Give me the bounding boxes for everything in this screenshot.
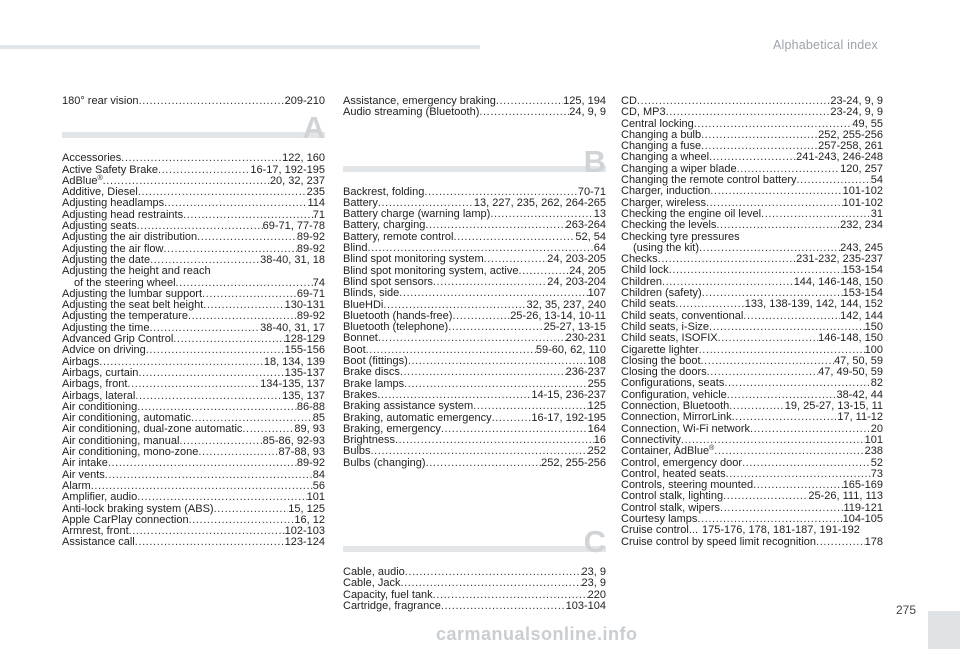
entry-term-text: Bulbs (changing) xyxy=(343,456,426,469)
spacer xyxy=(343,469,606,521)
entry-term-text: Accessories xyxy=(62,152,122,165)
entry-term-text: Anti-lock braking system (ABS) xyxy=(62,502,214,515)
entry-pages: 155-156 xyxy=(284,344,325,357)
entry-pages: 100 xyxy=(864,343,883,356)
entry-pages: 125, 194 xyxy=(563,95,606,107)
header-rule xyxy=(0,45,480,49)
entry-term-text: Brightness xyxy=(343,434,395,447)
dot-leader xyxy=(146,345,285,356)
entry-pages: 236-237 xyxy=(565,366,606,379)
dot-leader xyxy=(453,232,575,243)
entry-pages: 24, 9, 9 xyxy=(569,106,606,119)
entry-term-text: Adjusting the air distribution xyxy=(62,231,198,244)
index-entry xyxy=(62,537,325,548)
entry-pages: 89-92 xyxy=(296,457,325,470)
entry-term-text: Child seats xyxy=(621,298,676,311)
dot-leader xyxy=(400,367,566,378)
entry-term-text: Blind spot monitoring system xyxy=(343,253,484,266)
dot-leader xyxy=(158,165,250,176)
entry-term-text: Child lock xyxy=(621,264,669,277)
entry-pages: 230-231 xyxy=(565,332,606,345)
entry-pages: 89-92 xyxy=(296,242,325,255)
entry-term-text: Child seats, i-Size xyxy=(621,320,710,333)
entry-term-text: Brakes xyxy=(343,388,378,401)
entry-pages: 133, 138-139, 142, 144, 152 xyxy=(744,298,883,311)
entry-pages: 20, 32, 237 xyxy=(269,174,325,187)
entry-pages: 52, 54 xyxy=(575,230,606,243)
entry-term-text: Airbags, curtain xyxy=(62,366,139,379)
entry-pages: 150 xyxy=(864,320,883,333)
dot-leader xyxy=(135,537,285,548)
entry-pages: 87-88, 93 xyxy=(278,446,325,459)
entry-pages: 56 xyxy=(312,479,325,492)
entry-pages: 20 xyxy=(870,422,883,435)
entry-term-text: Advanced Grip Control xyxy=(62,333,174,346)
section-rule xyxy=(62,132,325,138)
entry-term-text: Changing a bulb xyxy=(621,128,702,141)
entry-pages: 122, 160 xyxy=(282,152,325,165)
page-header-title: Alphabetical index xyxy=(772,38,878,52)
entry-pages: 128-129 xyxy=(284,333,325,346)
dot-leader xyxy=(202,289,297,300)
index-column-1 xyxy=(62,96,325,549)
entry-term-text: Control stalk, wipers xyxy=(621,501,721,514)
entry-term-text: Air conditioning, dual-zone automatic xyxy=(62,423,243,436)
entry-term-text: Cruise control by speed limit recognition xyxy=(621,535,817,548)
entry-term-text: Assistance, emergency braking xyxy=(343,95,496,107)
entry-term-text: Child seats, conventional xyxy=(621,309,744,322)
entry-term-text: 180° rear vision xyxy=(62,95,139,107)
entry-term-text: Blind xyxy=(343,242,368,255)
dot-leader xyxy=(214,504,289,515)
entry-pages: 25-27, 13-15 xyxy=(543,321,606,334)
entry-term-text: Changing the remote control battery xyxy=(621,174,797,187)
dot-leader xyxy=(433,590,588,601)
entry-term-text: Adjusting the time xyxy=(62,321,150,334)
entry-pages: 73 xyxy=(870,467,883,480)
entry-term-text: Cable, Jack xyxy=(343,577,401,590)
entry-term-text: Adjusting the lumbar support xyxy=(62,287,203,300)
entry-pages: 69-71 xyxy=(296,287,325,300)
entry-term-text: Battery, charging xyxy=(343,219,426,232)
dot-leader xyxy=(395,435,594,446)
entry-term-text: Connection, Bluetooth xyxy=(621,400,730,413)
entry-term xyxy=(343,601,441,612)
entry-term-text: CD xyxy=(621,95,637,107)
entry-term xyxy=(343,107,479,118)
entry-term-text: Closing the boot xyxy=(621,354,701,367)
entry-term-text: Airbags, front xyxy=(62,378,128,391)
entry-pages: 231-232, 235-237 xyxy=(796,253,883,266)
entry-pages: 153-154 xyxy=(842,264,883,277)
entry-term-text: Adjusting the height and reach xyxy=(62,265,211,278)
page-number: 275 xyxy=(895,603,916,617)
entry-term-text: Active Safety Brake xyxy=(62,163,158,176)
entry-pages: 47, 49-50, 59 xyxy=(818,366,883,379)
entry-term-text: Air conditioning, automatic xyxy=(62,412,192,425)
entry-pages: 108 xyxy=(587,355,606,368)
entry-term-text: CD, MP3 xyxy=(621,106,666,119)
section-letter: A xyxy=(302,110,325,146)
entry-term xyxy=(62,96,139,107)
entry-term-text: Connectivity xyxy=(621,433,681,446)
entry-term-text: Air conditioning, mono-zone xyxy=(62,446,199,459)
entry-pages: 23, 9 xyxy=(581,566,606,579)
index-entry xyxy=(343,458,606,469)
entry-pages: 235 xyxy=(306,186,325,199)
entry-pages: 16-17, 192-195 xyxy=(531,411,606,424)
dot-leader xyxy=(197,232,297,243)
entry-pages: 85 xyxy=(312,412,325,425)
entry-pages: 19, 25-27, 13-15, 11 xyxy=(784,400,883,413)
index-column-2 xyxy=(343,96,606,612)
entry-term-text: Checking tyre pressures xyxy=(621,230,740,243)
entry-pages: 24, 205 xyxy=(569,264,606,277)
dot-leader xyxy=(701,356,835,367)
entry-term-text: Bluetooth (telephone) xyxy=(343,321,449,334)
dot-leader xyxy=(720,503,843,514)
dot-leader xyxy=(129,526,285,537)
dot-leader xyxy=(135,391,282,402)
entry-pages: 32, 35, 237, 240 xyxy=(526,298,606,311)
dot-leader xyxy=(108,458,297,469)
entry-term-text: Configuration, vehicle xyxy=(621,388,727,401)
entry-pages: 252 xyxy=(587,445,606,458)
entry-pages: 59-60, 62, 110 xyxy=(535,343,606,356)
section-header-a xyxy=(62,107,325,153)
index-entry xyxy=(343,107,606,118)
entry-pages: 38-42, 44 xyxy=(836,388,883,401)
entry-pages: 23-24, 9, 9 xyxy=(830,95,883,107)
entry-pages: 17, 11-12 xyxy=(837,411,883,424)
entry-term-text: Air conditioning xyxy=(62,400,138,413)
entry-term-text: Connection, Wi-Fi network xyxy=(621,422,750,435)
section-letter: B xyxy=(583,143,606,179)
entry-pages: 101-102 xyxy=(842,196,883,209)
dot-leader xyxy=(496,96,563,107)
entry-term-text: Charger, wireless xyxy=(621,196,706,209)
entry-term-text: Adjusting the date xyxy=(62,253,151,266)
dot-leader xyxy=(710,186,842,197)
entry-term-text: Airbags xyxy=(62,355,100,368)
index-entry xyxy=(343,232,606,243)
entry-term-text: Container, AdBlue xyxy=(621,445,710,458)
entry-term-text: Cable, audio xyxy=(343,566,405,579)
entry-term-text: Advice on driving xyxy=(62,344,146,357)
entry-pages: 241-243, 246-248 xyxy=(796,151,883,164)
dot-leader xyxy=(405,567,582,578)
entry-term-text: Bonnet xyxy=(343,332,378,345)
dot-leader xyxy=(173,334,284,345)
entry-pages: 101 xyxy=(864,433,883,446)
entry-term-text: Cruise control... xyxy=(621,524,699,537)
entry-pages: 257-258, 261 xyxy=(818,140,883,153)
entry-pages: 102-103 xyxy=(284,525,325,538)
entry-term-text: Air intake xyxy=(62,457,108,470)
entry-term xyxy=(343,458,426,469)
entry-pages: 82 xyxy=(870,377,883,390)
entry-pages: 178 xyxy=(864,535,883,548)
entry-term-text: Bluetooth (hands-free) xyxy=(343,309,453,322)
entry-term-text: Configurations, seats xyxy=(621,377,725,390)
entry-term-text: Changing a wheel xyxy=(621,151,710,164)
entry-pages: 107 xyxy=(587,287,606,300)
entry-pages: 144, 146-148, 150 xyxy=(793,275,883,288)
entry-term-text: Audio streaming (Bluetooth) xyxy=(343,106,480,119)
entry-pages: 24, 203-205 xyxy=(547,253,606,266)
spacer xyxy=(343,119,606,141)
entry-term-text: Braking, automatic emergency xyxy=(343,411,492,424)
entry-term-text: Checking the engine oil level xyxy=(621,207,762,220)
dot-leader xyxy=(408,356,588,367)
dot-leader xyxy=(105,470,313,481)
entry-pages: 123-124 xyxy=(284,536,325,549)
entry-pages: 31 xyxy=(870,207,883,220)
entry-term-text: Adjusting head restraints xyxy=(62,208,184,221)
entry-term-text: Control, emergency door xyxy=(621,456,743,469)
entry-term-text: Additive, Diesel xyxy=(62,186,138,199)
entry-term-text: Capacity, fuel tank xyxy=(343,588,433,601)
entry-term-text: Airbags, lateral xyxy=(62,389,136,402)
dot-leader xyxy=(729,401,784,412)
entry-term-text: Bulbs xyxy=(343,445,371,458)
dot-leader xyxy=(426,458,542,469)
entry-term-text: (using the kit) xyxy=(633,241,700,254)
entry-term-text: Armrest, front xyxy=(62,525,129,538)
section-header-b xyxy=(343,141,606,187)
entry-pages: 52 xyxy=(870,456,883,469)
entry-term-text: Adjusting the air flow xyxy=(62,242,164,255)
entry-pages: 49, 55 xyxy=(852,117,883,130)
entry-pages: 23, 9 xyxy=(581,577,606,590)
entry-pages: 89-92 xyxy=(296,231,325,244)
entry-pages: 220 xyxy=(587,588,606,601)
dot-leader xyxy=(189,515,295,526)
entry-term-text: of the steering wheel xyxy=(74,276,176,289)
entry-term-text: Assistance call xyxy=(62,536,135,549)
entry-term-text: Brake discs xyxy=(343,366,400,379)
section-rule xyxy=(343,166,606,172)
entry-term-text: Control, heated seats xyxy=(621,467,726,480)
entry-term-text: Closing the doors xyxy=(621,366,707,379)
entry-term-text: Blind spot sensors xyxy=(343,275,433,288)
entry-term-text: Braking assistance system xyxy=(343,400,474,413)
entry-pages: 134-135, 137 xyxy=(260,378,325,391)
entry-term-text: Boot (fittings) xyxy=(343,355,408,368)
dot-leader xyxy=(637,96,831,107)
entry-pages: 135, 137 xyxy=(282,389,325,402)
entry-term-text: Brake lamps xyxy=(343,377,405,390)
page-tab-marker xyxy=(928,611,960,649)
entry-pages: 142, 144 xyxy=(840,309,883,322)
dot-leader xyxy=(742,458,871,469)
entry-term-text: Control stalk, lighting xyxy=(621,490,724,503)
entry-pages: 130-131 xyxy=(284,299,325,312)
entry-term-text: Central locking xyxy=(621,117,694,130)
index-entry xyxy=(62,470,325,481)
entry-pages: 74 xyxy=(312,276,325,289)
entry-pages: 135-137 xyxy=(284,366,325,379)
entry-term xyxy=(621,537,816,548)
entry-term-text: Adjusting the temperature xyxy=(62,310,188,323)
entry-pages: 125 xyxy=(587,400,606,413)
entry-pages: 165-169 xyxy=(842,479,883,492)
entry-pages: 71 xyxy=(312,208,325,221)
entry-pages: 70-71 xyxy=(577,185,606,198)
entry-pages: 146-148, 150 xyxy=(818,332,883,345)
entry-pages: 14-15, 236-237 xyxy=(531,388,606,401)
dot-leader xyxy=(441,601,566,612)
dot-leader xyxy=(701,130,818,141)
dot-leader xyxy=(816,537,865,548)
dot-leader xyxy=(718,333,819,344)
entry-pages: 104-105 xyxy=(842,512,883,525)
entry-term-text: Air conditioning, manual xyxy=(62,434,180,447)
entry-pages: 15, 125 xyxy=(288,502,325,515)
entry-term-text: Children xyxy=(621,275,662,288)
entry-pages: 25-26, 13-14, 10-11 xyxy=(510,309,606,322)
entry-pages: 16-17, 192-195 xyxy=(250,163,325,176)
section-rule xyxy=(343,546,606,552)
entry-pages: 13, 227, 235, 262, 264-265 xyxy=(473,196,606,209)
entry-term-text: Backrest, folding xyxy=(343,185,425,198)
entry-pages: 232, 234 xyxy=(840,219,883,232)
entry-term-text: Connection, MirrorLink xyxy=(621,411,732,424)
entry-pages: 252, 255-256 xyxy=(541,456,606,469)
dot-leader xyxy=(164,198,307,209)
entry-pages: 38-40, 31, 17 xyxy=(260,321,325,334)
dot-leader xyxy=(139,96,285,107)
entry-pages: 23-24, 9, 9 xyxy=(830,106,883,119)
entry-pages: 103-104 xyxy=(565,599,606,612)
entry-term-text: Battery xyxy=(343,196,378,209)
index-entry xyxy=(62,96,325,107)
entry-pages: 209-210 xyxy=(284,95,325,107)
entry-pages: 18, 134, 139 xyxy=(263,355,325,368)
dot-leader xyxy=(492,413,532,424)
dot-leader xyxy=(723,491,808,502)
entry-pages: 89-92 xyxy=(296,310,325,323)
entry-term-text: Amplifier, audio xyxy=(62,491,138,504)
entry-term-text: Child seats, ISOFIX xyxy=(621,332,718,345)
entry-pages: 86-88 xyxy=(296,400,325,413)
entry-term-text: Cigarette lighter xyxy=(621,343,699,356)
watermark: carmanualsonline.info xyxy=(436,624,638,644)
index-entry xyxy=(343,435,606,446)
entry-pages: 24, 203-204 xyxy=(547,275,606,288)
entry-term-text: BlueHDi xyxy=(343,298,384,311)
entry-term-text: AdBlue xyxy=(62,174,98,187)
entry-pages: 101-102 xyxy=(842,185,883,198)
entry-term-text: Courtesy lamps xyxy=(621,512,698,525)
entry-pages: 25-26, 111, 113 xyxy=(808,490,883,503)
entry-term-text: Changing a fuse xyxy=(621,140,702,153)
entry-term-text: Blinds, side xyxy=(343,287,400,300)
entry-pages: 252, 255-256 xyxy=(818,128,883,141)
entry-term-text: Children (safety) xyxy=(621,287,702,300)
entry-pages: 69-71, 77-78 xyxy=(262,220,325,233)
entry-pages: 85-86, 92-93 xyxy=(262,434,325,447)
entry-term-text: Changing a wiper blade xyxy=(621,162,737,175)
entry-term-text: Air vents xyxy=(62,468,105,481)
dot-leader xyxy=(399,288,587,299)
entry-pages: 120, 257 xyxy=(840,162,883,175)
entry-pages: 243, 245 xyxy=(840,241,883,254)
registered-mark: ® xyxy=(709,445,715,453)
index-entry xyxy=(343,601,606,612)
entry-term-text: Checks xyxy=(621,253,658,266)
entry-pages: 89, 93 xyxy=(294,423,325,436)
dot-leader xyxy=(127,379,260,390)
entry-term-text: Blind spot monitoring system, active xyxy=(343,264,519,277)
dot-leader xyxy=(448,322,543,333)
index-entry xyxy=(621,537,883,548)
entry-term-text: Adjusting the seat belt height xyxy=(62,299,204,312)
entry-pages: 13 xyxy=(593,208,606,221)
entry-term-text: Checking the levels xyxy=(621,219,717,232)
index-entry xyxy=(62,345,325,356)
section-letter: C xyxy=(583,524,606,560)
entry-pages: 114 xyxy=(307,197,325,210)
entry-pages: 84 xyxy=(312,468,325,481)
entry-pages: 47, 50, 59 xyxy=(834,354,883,367)
entry-term-text: Braking, emergency xyxy=(343,422,441,435)
entry-pages: 16, 12 xyxy=(294,513,325,526)
entry-pages: 238 xyxy=(864,445,883,458)
dot-leader xyxy=(452,311,510,322)
dot-leader xyxy=(203,300,284,311)
entry-term-text: Battery, remote control xyxy=(343,230,454,243)
entry-pages: 263-264 xyxy=(565,219,606,232)
entry-term xyxy=(62,537,135,548)
section-header-c xyxy=(343,521,606,567)
entry-pages: 119-121 xyxy=(843,501,883,514)
entry-pages: 54 xyxy=(870,174,883,187)
entry-term-text: Battery charge (warning lamp) xyxy=(343,208,491,221)
entry-term-text: Adjusting seats xyxy=(62,220,137,233)
registered-mark: ® xyxy=(97,174,103,182)
dot-leader xyxy=(743,311,840,322)
entry-term-text: Apple CarPlay connection xyxy=(62,513,189,526)
dot-leader xyxy=(441,424,588,435)
entry-pages: 101 xyxy=(306,491,325,504)
entry-term-text: Cartridge, fragrance xyxy=(343,599,441,612)
entry-pages: 153-154 xyxy=(842,287,883,300)
dot-leader xyxy=(433,277,547,288)
entry-pages: 255 xyxy=(587,377,606,390)
dot-leader xyxy=(479,107,569,118)
entry-term-text: Charger, induction xyxy=(621,185,711,198)
dot-leader xyxy=(198,447,278,458)
index-column-3 xyxy=(621,96,883,548)
entry-pages: 175-176, 178, 181-187, 191-192 xyxy=(702,524,860,537)
entry-pages: 64 xyxy=(593,242,606,255)
entry-term-text: Adjusting headlamps xyxy=(62,197,165,210)
entry-term-text: Boot xyxy=(343,343,366,356)
entry-pages: 16 xyxy=(593,434,606,447)
dot-leader xyxy=(658,254,796,265)
dot-leader xyxy=(750,424,871,435)
entry-term-text: Alarm xyxy=(62,479,91,492)
entry-pages: 38-40, 31, 18 xyxy=(260,253,325,266)
entry-term-text: Controls, steering mounted xyxy=(621,479,754,492)
entry-pages: 164 xyxy=(587,422,606,435)
